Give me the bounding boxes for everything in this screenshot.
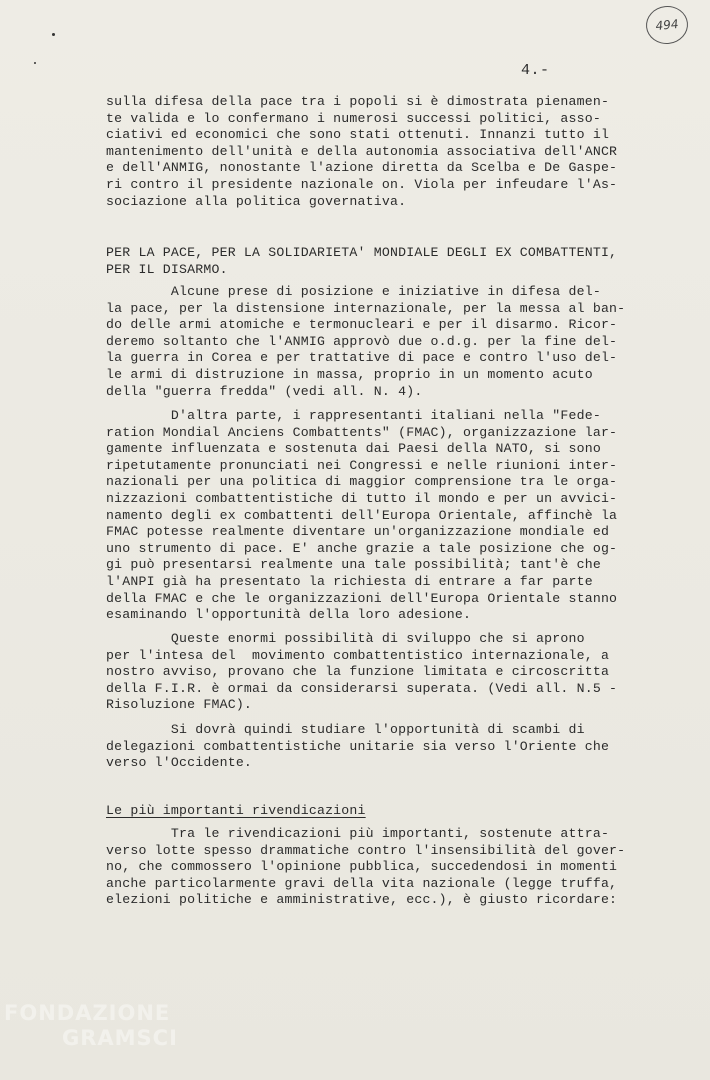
section-heading: PER LA PACE, PER LA SOLIDARIETA' MONDIALE DEGLI EX COMBATTENTI, PER IL DISARMO. bbox=[106, 245, 618, 277]
watermark-logo bbox=[4, 1001, 178, 1051]
ink-mark bbox=[34, 62, 37, 65]
watermark-line-2: GRAMSCI bbox=[62, 1026, 178, 1050]
ink-mark bbox=[52, 33, 55, 36]
paragraph-2: Alcune prese di posizione e iniziative in difesa del- la pace, per la distensione internazionale, per la messa al ban- do delle armi atomiche e termonucleari e per il disarmo. Ricor- deremo soltanto che l'ANMIG approvò due o.d.g. per la fine del- la guerra in Corea e per trattative di pace e contro l'uso del- le armi di distruzione in massa, proprio in un momento acuto della "guerra fredda" (vedi all. N. 4). bbox=[106, 284, 626, 399]
paragraph-3: D'altra parte, i rappresentanti italiani nella "Fede- ration Mondial Anciens Combattents" (FMAC), organizzazione lar- gamente influenzata e sostenuta dai Paesi della NATO, si sono ripetutamente pronunciati nei Congressi e nelle riunioni inter- nazionali per una politica di maggior comprensione tra le orga- nizzazioni combattentistiche di tutto il mondo e per un avvici- namento degli ex combattenti dell'Europa Orientale, affinchè la FMAC potesse realmente diventare un'organizzazione mondiale ed uno strumento di pace. E' anche grazie a tale posizione che og- gi può presentarsi realmente una tale possibilità; tant'è che l'ANPI già ha presentato la richiesta di entrare a far parte della FMAC e che le organizzazioni dell'Europa Orientale stanno esaminando l'opportunità della loro adesione. bbox=[106, 408, 618, 623]
watermark-line-1: FONDAZIONE bbox=[4, 1001, 171, 1025]
paragraph-6: Tra le rivendicazioni più importanti, sostenute attra- verso lotte spesso drammatiche contro l'insensibilità del gover- no, che commossero l'opinione pubblica, succedendosi in momenti anche particolarmente gravi della vita nazionale (legge truffa, elezioni politiche e amministrative, ecc.), è giusto ricordare: bbox=[106, 826, 626, 908]
paragraph-5: Si dovrà quindi studiare l'opportunità di scambi di delegazioni combattentistiche unitarie sia verso l'Oriente che verso l'Occidente. bbox=[106, 722, 610, 771]
page-number: 4.- bbox=[521, 62, 550, 79]
paragraph-1: sulla difesa della pace tra i popoli si è dimostrata pienamen- te valida e lo confermano i numerosi successi politici, asso- ciativi ed economici che sono stati ottenuti. Innanzi tutto il mantenimento dell'unità e della autonomia associativa dell'ANCR e dell'ANMIG, nonostante l'azione diretta da Scelba e De Gaspe- ri contro il presidente nazionale on. Viola per infeudare l'As- sociazione alla politica governativa. bbox=[106, 94, 618, 209]
archive-stamp: 494 bbox=[644, 4, 690, 46]
subheading: Le più importanti rivendicazioni bbox=[106, 803, 366, 818]
paragraph-4: Queste enormi possibilità di sviluppo che si aprono per l'intesa del movimento combattentistico internazionale, a nostro avviso, provano che la funzione limitata e circoscritta della F.I.R. è ormai da considerarsi superata. (Vedi all. N.5 - Risoluzione FMAC). bbox=[106, 631, 618, 713]
